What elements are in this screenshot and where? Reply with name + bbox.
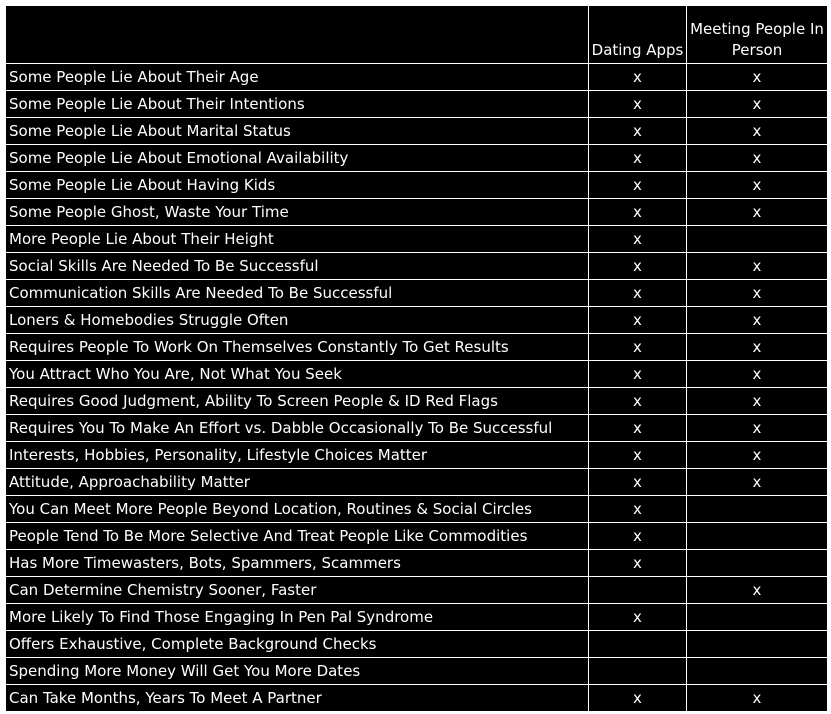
dating-apps-mark: x <box>589 550 687 577</box>
row-label: Social Skills Are Needed To Be Successful <box>6 253 589 280</box>
row-label: Some People Ghost, Waste Your Time <box>6 199 589 226</box>
dating-apps-mark: x <box>589 361 687 388</box>
table-row <box>6 145 828 172</box>
row-label: You Attract Who You Are, Not What You Seek <box>6 361 589 388</box>
dating-apps-mark <box>589 658 687 685</box>
row-label: Can Take Months, Years To Meet A Partner <box>6 685 589 712</box>
in-person-mark: x <box>687 91 828 118</box>
dating-apps-mark <box>589 577 687 604</box>
table-row <box>6 604 828 631</box>
dating-apps-mark: x <box>589 415 687 442</box>
dating-apps-mark: x <box>589 280 687 307</box>
table-row <box>6 334 828 361</box>
row-label: Has More Timewasters, Bots, Spammers, Scammers <box>6 550 589 577</box>
row-label: More People Lie About Their Height <box>6 226 589 253</box>
in-person-mark <box>687 226 828 253</box>
row-label: Attitude, Approachability Matter <box>6 469 589 496</box>
table-row <box>6 388 828 415</box>
row-label: Some People Lie About Their Age <box>6 64 589 91</box>
table-row <box>6 550 828 577</box>
table-row <box>6 91 828 118</box>
table-row <box>6 442 828 469</box>
table-row <box>6 199 828 226</box>
row-label: More Likely To Find Those Engaging In Pen Pal Syndrome <box>6 604 589 631</box>
table-row <box>6 64 828 91</box>
in-person-mark: x <box>687 307 828 334</box>
row-label: Requires Good Judgment, Ability To Screen People & ID Red Flags <box>6 388 589 415</box>
dating-apps-mark: x <box>589 91 687 118</box>
table-row <box>6 253 828 280</box>
row-label: Can Determine Chemistry Sooner, Faster <box>6 577 589 604</box>
in-person-mark <box>687 631 828 658</box>
dating-apps-mark: x <box>589 64 687 91</box>
dating-apps-mark: x <box>589 604 687 631</box>
header-row <box>6 6 828 64</box>
in-person-mark: x <box>687 280 828 307</box>
in-person-mark: x <box>687 577 828 604</box>
table-row <box>6 523 828 550</box>
table-row <box>6 118 828 145</box>
dating-apps-mark: x <box>589 199 687 226</box>
in-person-mark: x <box>687 253 828 280</box>
table-row <box>6 577 828 604</box>
dating-apps-mark: x <box>589 226 687 253</box>
in-person-mark <box>687 523 828 550</box>
row-label: Some People Lie About Having Kids <box>6 172 589 199</box>
in-person-mark: x <box>687 469 828 496</box>
comparison-table <box>5 5 828 712</box>
dating-apps-mark: x <box>589 685 687 712</box>
header-dating-apps: Dating Apps <box>589 6 687 64</box>
table-row <box>6 496 828 523</box>
table-row <box>6 469 828 496</box>
in-person-mark: x <box>687 334 828 361</box>
in-person-mark <box>687 550 828 577</box>
table-body <box>6 64 828 712</box>
row-label: Offers Exhaustive, Complete Background Checks <box>6 631 589 658</box>
table-row <box>6 280 828 307</box>
dating-apps-mark: x <box>589 469 687 496</box>
table-row <box>6 307 828 334</box>
row-label: Some People Lie About Emotional Availability <box>6 145 589 172</box>
in-person-mark: x <box>687 118 828 145</box>
comparison-table-container <box>5 5 827 712</box>
row-label: Spending More Money Will Get You More Dates <box>6 658 589 685</box>
dating-apps-mark: x <box>589 523 687 550</box>
header-meeting-in-person: Meeting People In Person <box>687 6 828 64</box>
in-person-mark: x <box>687 388 828 415</box>
table-row <box>6 361 828 388</box>
in-person-mark: x <box>687 415 828 442</box>
dating-apps-mark: x <box>589 442 687 469</box>
dating-apps-mark: x <box>589 172 687 199</box>
dating-apps-mark: x <box>589 145 687 172</box>
dating-apps-mark: x <box>589 388 687 415</box>
row-label: Loners & Homebodies Struggle Often <box>6 307 589 334</box>
header-label-column <box>6 6 589 64</box>
table-row <box>6 172 828 199</box>
row-label: Requires People To Work On Themselves Constantly To Get Results <box>6 334 589 361</box>
table-row <box>6 415 828 442</box>
row-label: Communication Skills Are Needed To Be Successful <box>6 280 589 307</box>
in-person-mark: x <box>687 199 828 226</box>
table-row <box>6 631 828 658</box>
row-label: You Can Meet More People Beyond Location, Routines & Social Circles <box>6 496 589 523</box>
dating-apps-mark: x <box>589 307 687 334</box>
table-row <box>6 658 828 685</box>
row-label: Interests, Hobbies, Personality, Lifestyle Choices Matter <box>6 442 589 469</box>
in-person-mark <box>687 496 828 523</box>
in-person-mark <box>687 604 828 631</box>
in-person-mark: x <box>687 442 828 469</box>
in-person-mark: x <box>687 64 828 91</box>
dating-apps-mark: x <box>589 253 687 280</box>
dating-apps-mark <box>589 631 687 658</box>
row-label: Some People Lie About Their Intentions <box>6 91 589 118</box>
in-person-mark: x <box>687 145 828 172</box>
in-person-mark: x <box>687 361 828 388</box>
table-row <box>6 685 828 712</box>
row-label: Some People Lie About Marital Status <box>6 118 589 145</box>
in-person-mark: x <box>687 172 828 199</box>
dating-apps-mark: x <box>589 334 687 361</box>
in-person-mark <box>687 658 828 685</box>
dating-apps-mark: x <box>589 496 687 523</box>
table-row <box>6 226 828 253</box>
dating-apps-mark: x <box>589 118 687 145</box>
row-label: Requires You To Make An Effort vs. Dabble Occasionally To Be Successful <box>6 415 589 442</box>
row-label: People Tend To Be More Selective And Treat People Like Commodities <box>6 523 589 550</box>
in-person-mark: x <box>687 685 828 712</box>
